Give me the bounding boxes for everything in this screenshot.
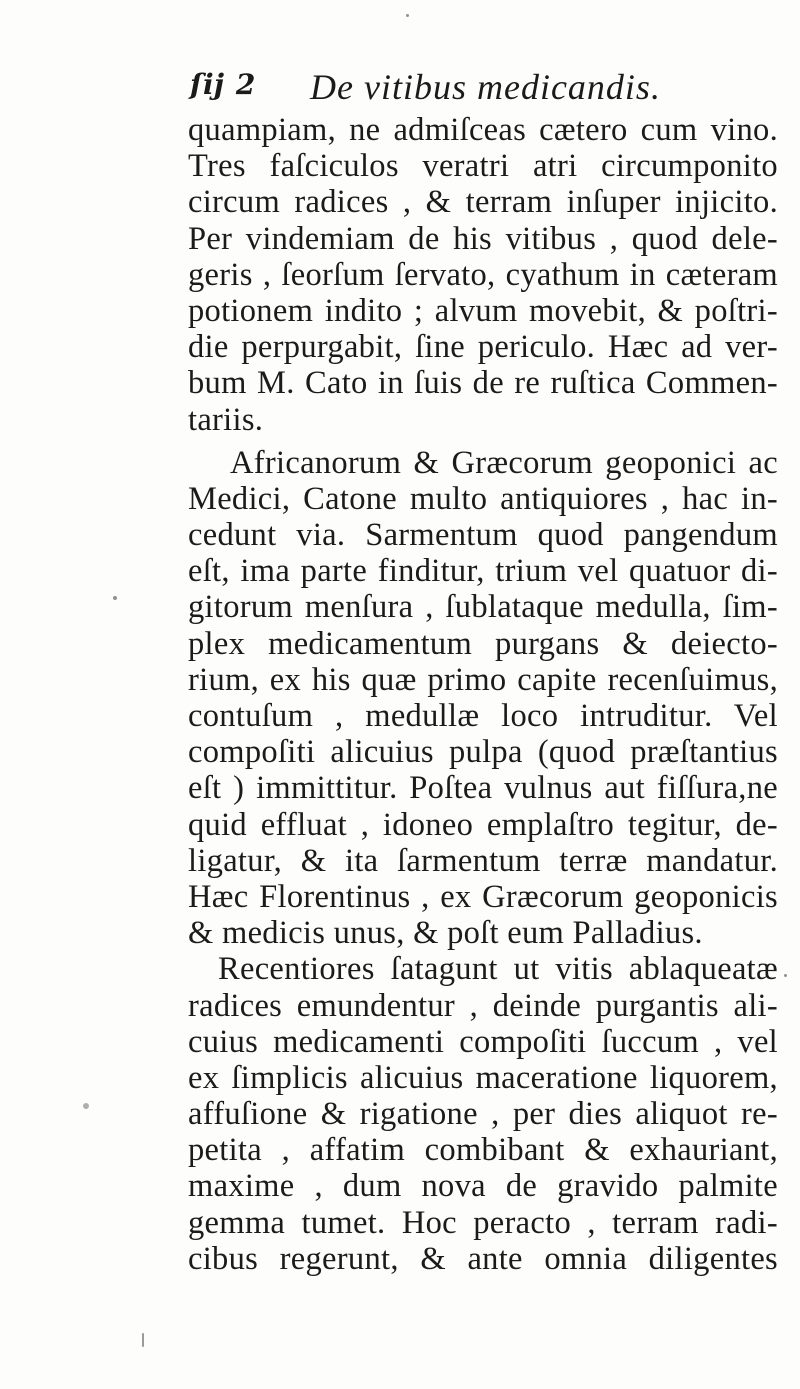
- paragraph-2: [188, 445, 778, 952]
- body-text: [188, 112, 778, 1277]
- text-line: cuius medicamenti compoſiti ſuccum , vel: [188, 1023, 778, 1060]
- running-head: De vitibus medicandis.: [310, 67, 661, 107]
- ink-speck: [142, 1333, 144, 1347]
- text-line: ligatur, & ita ſarmentum terræ mandatur.: [188, 842, 778, 879]
- text-line: compoſiti alicuius pulpa (quod præſtantius: [188, 734, 778, 771]
- text-line: Tres faſciculos veratri atri circumponito: [188, 148, 778, 185]
- ink-speck: [406, 14, 409, 17]
- text-line: tariis.: [188, 401, 264, 438]
- text-line: eſt ) immittitur. Poſtea vulnus aut fiſſura,ne: [188, 770, 778, 807]
- text-line: radices emundentur , deinde purgantis ali-: [188, 987, 778, 1024]
- text-line: die perpurgabit, ſine periculo. Hæc ad ver-: [188, 329, 778, 366]
- paragraph-1: [188, 112, 778, 438]
- text-line: Per vindemiam de his vitibus , quod dele-: [188, 220, 778, 257]
- text-line: Recentiores ſatagunt ut vitis ablaqueatæ: [218, 951, 778, 988]
- text-line: circum radices , & terram inſuper injicito.: [188, 184, 778, 221]
- text-line: geris , ſeorſum ſervato, cyathum in cæteram: [188, 256, 778, 293]
- paragraph-gap: [188, 438, 778, 445]
- page-number: ſĳ 2: [190, 68, 257, 101]
- text-line: ex ſimplicis alicuius maceratione liquorem,: [188, 1059, 778, 1096]
- text-line: rium, ex his quæ primo capite recenſuimus,: [188, 661, 778, 698]
- paragraph-3: [188, 951, 778, 1277]
- ink-speck: [784, 974, 787, 977]
- text-line: contuſum , medullæ loco intruditur. Vel: [188, 698, 778, 734]
- text-line: bum M. Cato in ſuis de re ruſtica Commen-: [188, 365, 778, 402]
- ink-speck: [113, 596, 117, 600]
- text-line: & medicis unus, & poſt eum Palladius.: [188, 915, 703, 952]
- page-header: [190, 66, 770, 110]
- text-line: Medici, Catone multo antiquiores , hac in-: [188, 480, 778, 517]
- text-line: quid effluat , idoneo emplaſtro tegitur, de-: [188, 806, 778, 843]
- text-line: petita , affatim combibant & exhauriant,: [188, 1132, 778, 1169]
- text-line: potionem indito ; alvum movebit, & poſtri-: [188, 292, 778, 329]
- text-line: gemma tumet. Hoc peracto , terram radi-: [188, 1204, 778, 1241]
- text-line: Africanorum & Græcorum geoponici ac: [230, 444, 778, 481]
- text-line: cedunt via. Sarmentum quod pangendum: [188, 517, 778, 554]
- text-line: eſt, ima parte finditur, trium vel quatuor di-: [188, 553, 778, 590]
- text-line: maxime , dum nova de gravido palmite: [188, 1168, 778, 1205]
- text-line: gitorum menſura , ſublataque medulla, ſim-: [188, 589, 778, 626]
- text-line: quampiam, ne admiſceas cætero cum vino.: [188, 112, 778, 148]
- text-line: Hæc Florentinus , ex Græcorum geoponicis: [188, 878, 778, 915]
- text-line: cibus regerunt, & ante omnia diligentes: [188, 1240, 778, 1277]
- ink-speck: [83, 1103, 89, 1109]
- text-line: plex medicamentum purgans & deiecto-: [188, 625, 778, 662]
- text-line: affuſione & rigatione , per dies aliquot re-: [188, 1096, 778, 1133]
